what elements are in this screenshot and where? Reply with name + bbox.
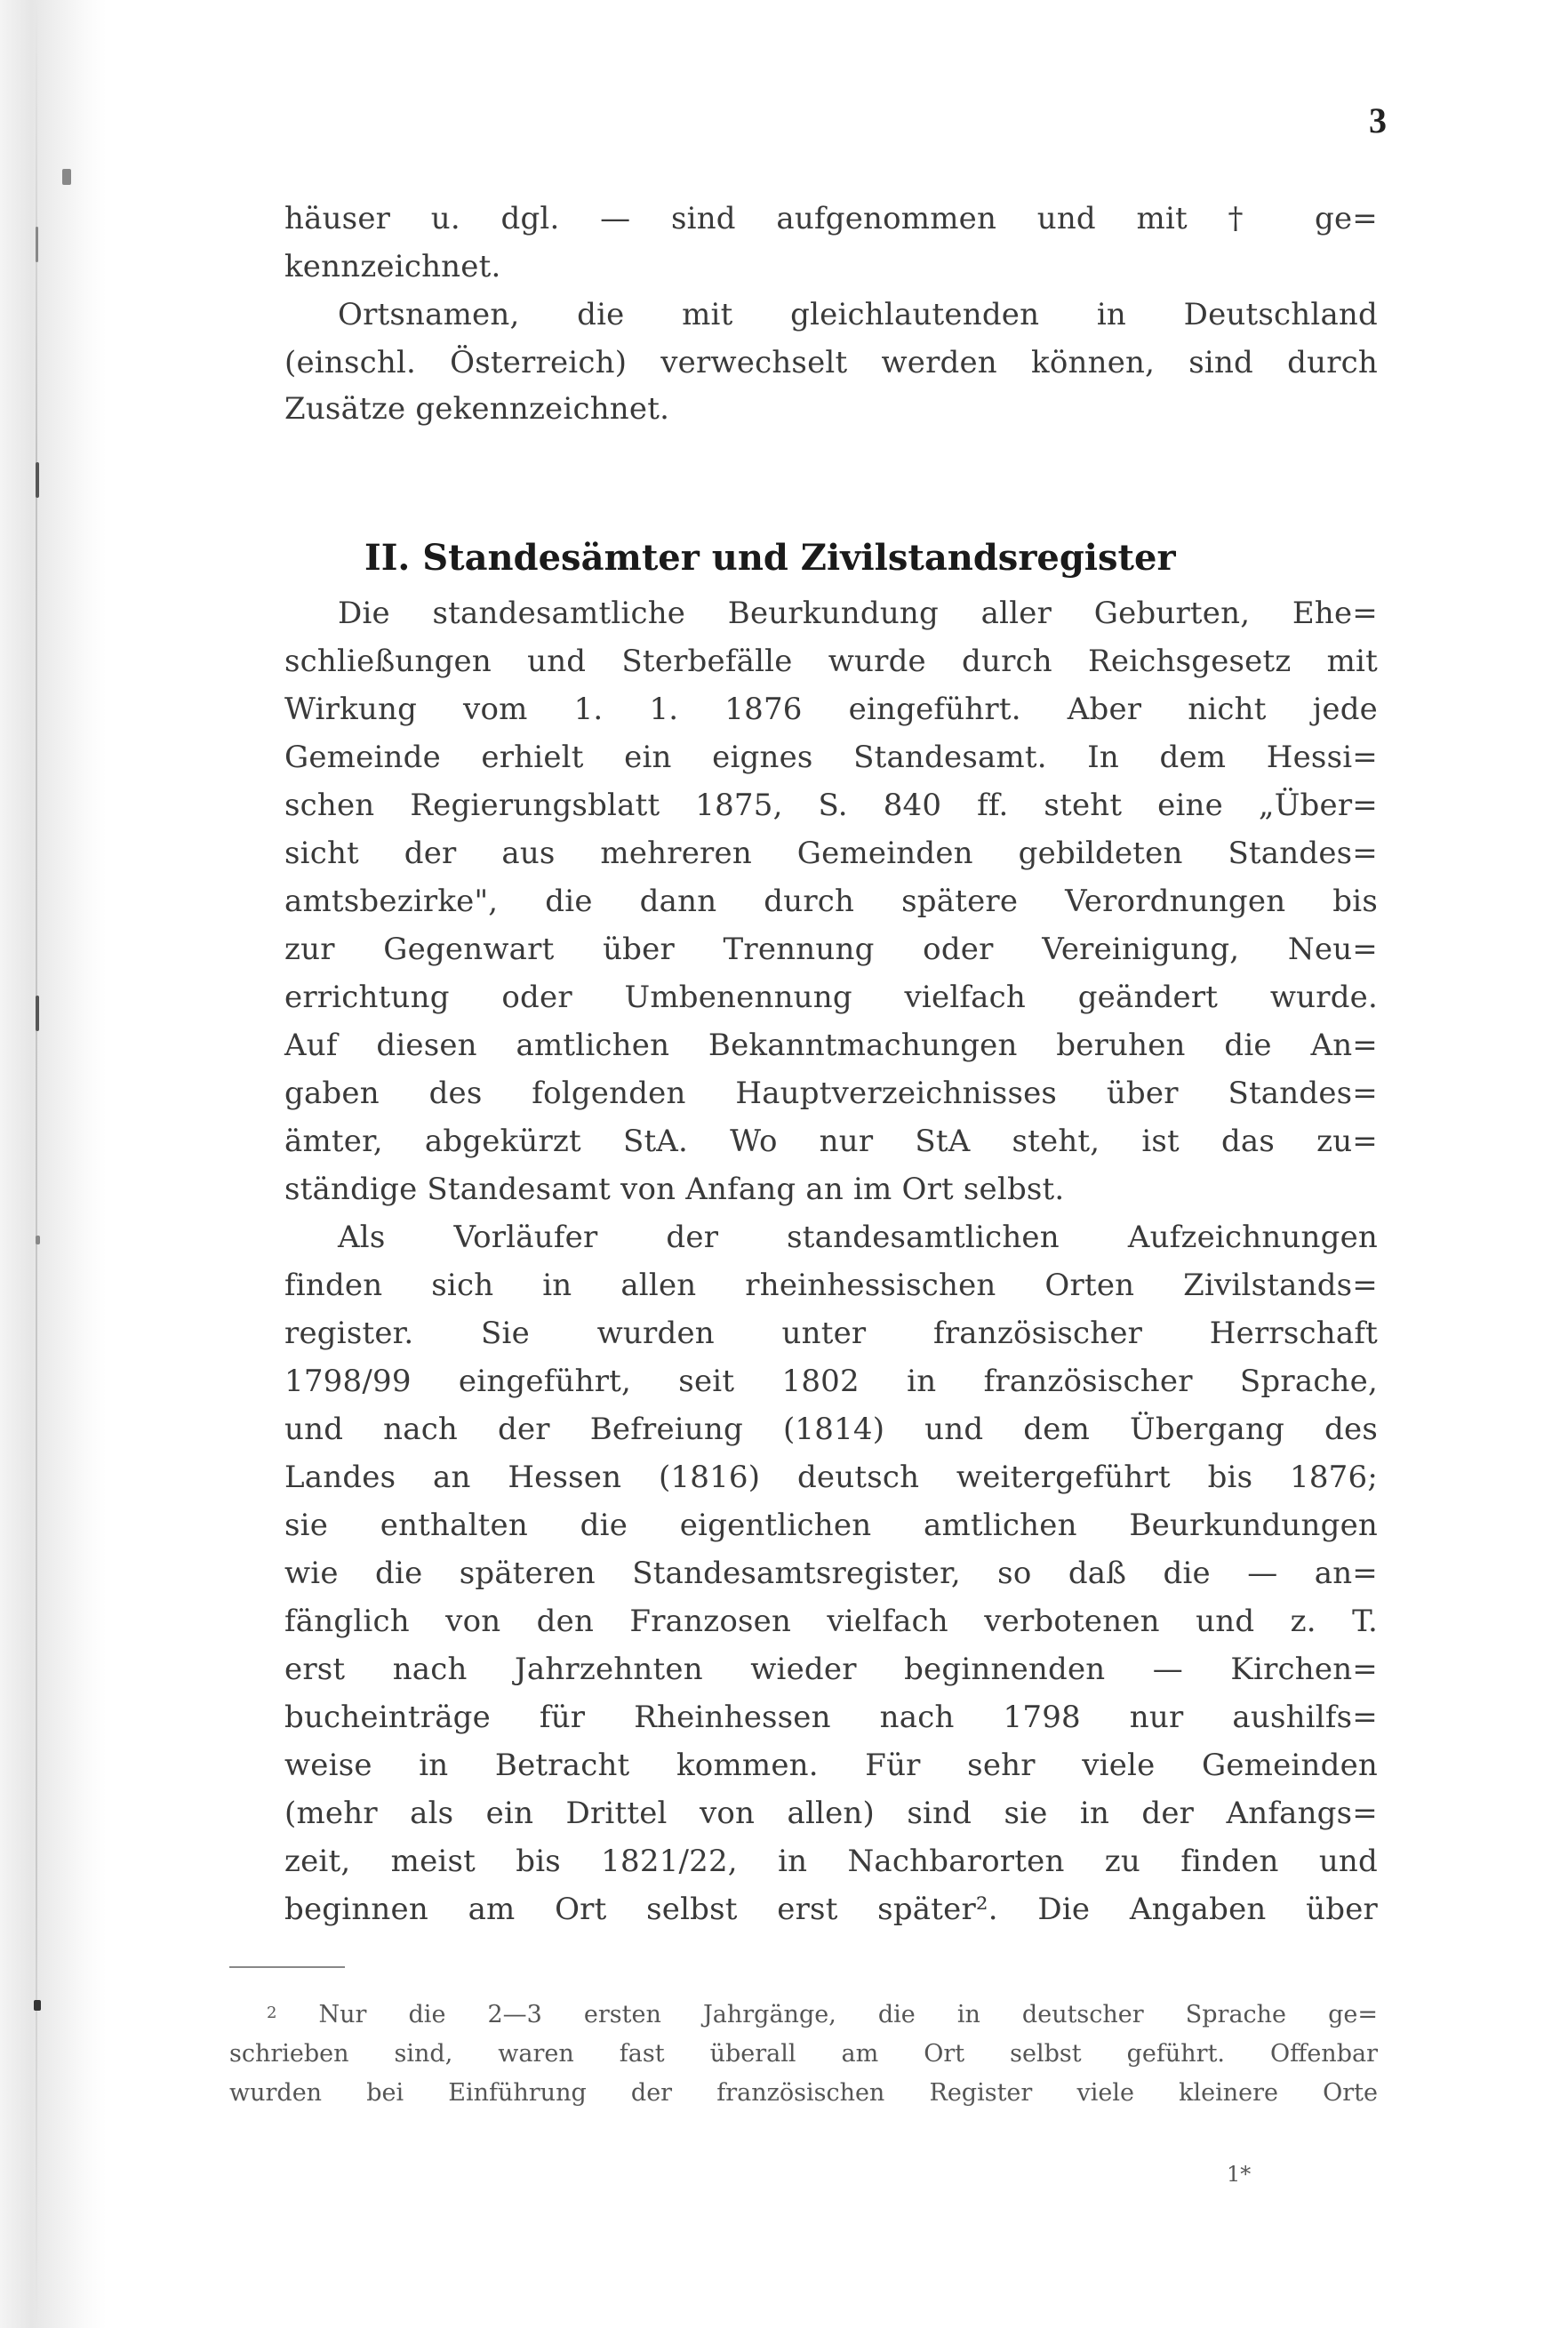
footnote-rule: [229, 1966, 345, 1968]
text-line: fänglich von den Franzosen vielfach verbotenen und z. T.: [284, 1604, 1378, 1639]
text-line: Landes an Hessen (1816) deutsch weitergeführt bis 1876;: [284, 1460, 1378, 1495]
footnote-text: Nur die 2—3 ersten Jahrgänge, die in deutscher Sprache ge=: [318, 2001, 1378, 2028]
scan-speck: [36, 462, 39, 498]
text-line: register. Sie wurden unter französischer Herrschaft: [284, 1316, 1378, 1351]
text-line: ständige Standesamt von Anfang an im Ort selbst.: [284, 1172, 1065, 1207]
text-line: bucheinträge für Rheinhessen nach 1798 nur aushilfs=: [284, 1700, 1378, 1735]
text-line: sicht der aus mehreren Gemeinden gebildeten Standes=: [284, 836, 1378, 871]
scan-speck: [34, 2000, 41, 2011]
text-line: kennzeichnet.: [284, 249, 501, 284]
text-line: Als Vorläufer der standesamtlichen Aufzeichnungen: [338, 1220, 1378, 1255]
page-number: 3: [1369, 100, 1387, 140]
text-line: finden sich in allen rheinhessischen Orten Zivilstands=: [284, 1268, 1378, 1303]
text-line: Auf diesen amtlichen Bekanntmachungen beruhen die An=: [284, 1028, 1378, 1063]
text-line: zur Gegenwart über Trennung oder Vereinigung, Neu=: [284, 932, 1378, 967]
footnote-line: wurden bei Einführung der französischen Register viele kleinere Orte: [229, 2079, 1378, 2107]
text-line: ämter, abgekürzt StA. Wo nur StA steht, ist das zu=: [284, 1124, 1378, 1159]
text-line: beginnen am Ort selbst erst später². Die Angaben über: [284, 1892, 1378, 1927]
text-line: errichtung oder Umbenennung vielfach geändert wurde.: [284, 980, 1378, 1015]
text-line: Gemeinde erhielt ein eignes Standesamt. In dem Hessi=: [284, 740, 1378, 775]
text-line: amtsbezirke", die dann durch spätere Verordnungen bis: [284, 884, 1378, 919]
text-line: (einschl. Österreich) verwechselt werden können, sind durch: [284, 345, 1378, 380]
binding-edge: [36, 0, 37, 2328]
text-line: und nach der Befreiung (1814) und dem Übergang des: [284, 1412, 1378, 1447]
text-line: gaben des folgenden Hauptverzeichnisses über Standes=: [284, 1076, 1378, 1111]
text-line: häuser u. dgl. — sind aufgenommen und mit † ge=: [284, 201, 1378, 236]
text-line: (mehr als ein Drittel von allen) sind sie in der Anfangs=: [284, 1796, 1378, 1831]
text-line: sie enthalten die eigentlichen amtlichen Beurkundungen: [284, 1508, 1378, 1543]
text-line: erst nach Jahrzehnten wieder beginnenden — Kirchen=: [284, 1652, 1378, 1687]
footnote-marker: 2: [267, 2004, 277, 2022]
page-gutter-shadow: [0, 0, 107, 2328]
signature-mark: 1*: [1227, 2162, 1252, 2187]
section-heading: II. Standesämter und Zivilstandsregister: [364, 537, 1176, 579]
footnote-line: [229, 2000, 1378, 2030]
text-line: schen Regierungsblatt 1875, S. 840 ff. steht eine „Über=: [284, 788, 1378, 823]
text-line: Zusätze gekennzeichnet.: [284, 391, 670, 427]
text-line: weise in Betracht kommen. Für sehr viele Gemeinden: [284, 1748, 1378, 1783]
text-line: zeit, meist bis 1821/22, in Nachbarorten zu finden und: [284, 1844, 1378, 1879]
scan-speck: [36, 227, 38, 262]
scan-speck: [36, 1236, 40, 1244]
text-line: Ortsnamen, die mit gleichlautenden in Deutschland: [338, 297, 1378, 332]
text-line: Die standesamtliche Beurkundung aller Geburten, Ehe=: [338, 596, 1378, 631]
footnote-line: schrieben sind, waren fast überall am Ort selbst geführt. Offenbar: [229, 2040, 1378, 2068]
text-line: wie die späteren Standesamtsregister, so daß die — an=: [284, 1556, 1378, 1591]
scan-speck: [36, 996, 39, 1031]
text-line: schließungen und Sterbefälle wurde durch Reichsgesetz mit: [284, 644, 1378, 679]
text-line: 1798/99 eingeführt, seit 1802 in französischer Sprache,: [284, 1364, 1378, 1399]
scan-speck: [62, 169, 71, 185]
text-line: Wirkung vom 1. 1. 1876 eingeführt. Aber nicht jede: [284, 692, 1378, 727]
